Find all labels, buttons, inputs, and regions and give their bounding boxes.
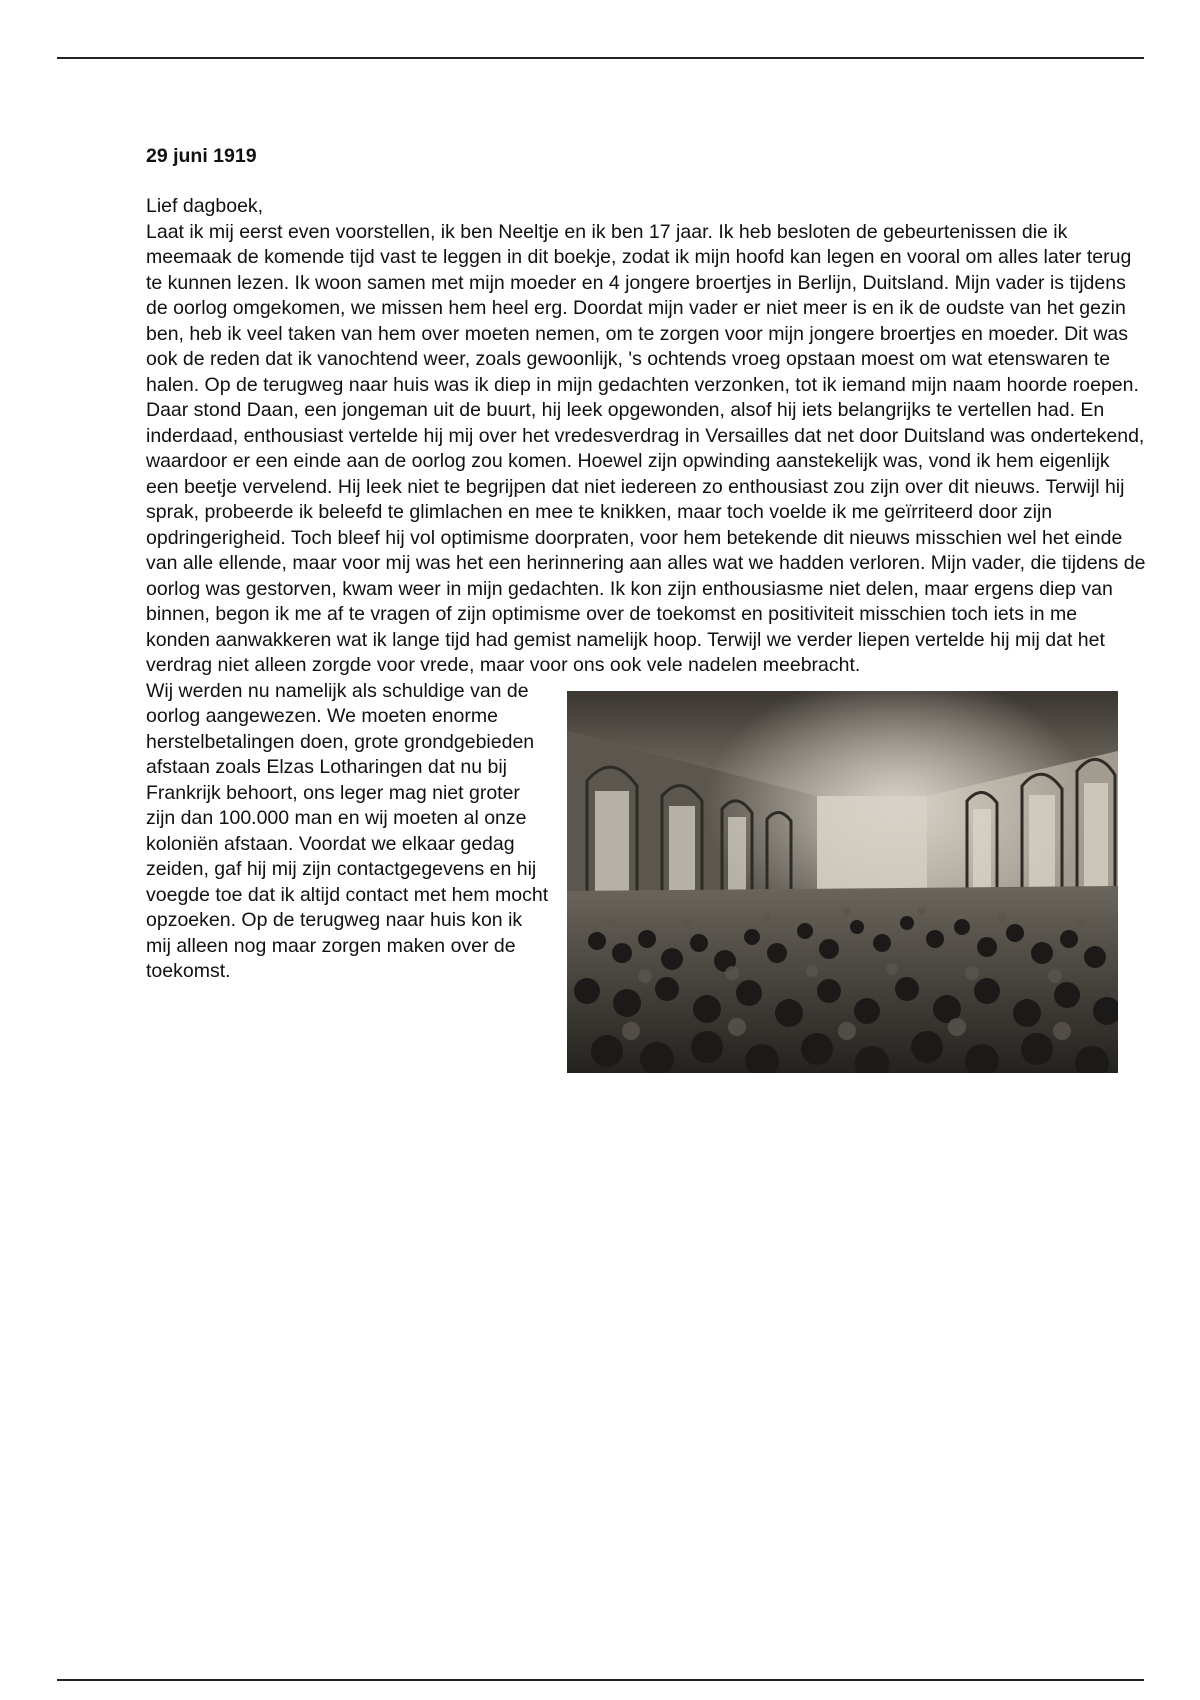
entry-body-continued: Wij werden nu namelijk als schuldige van de oorlog aangewezen. We moeten enorme herstelbetalingen doen, grote grondgebieden afstaan zoals Elzas Lotharingen dat nu bij Frankrijk behoort, ons leger mag niet groter zijn dan 100.000 man en wij moeten al onze koloniën afstaan. Voordat we elkaar gedag zeiden, gaf hij mij zijn contactgegevens en hij voegde toe dat ik altijd contact met hem mocht opzoeken. Op de terugweg naar huis kon ik mij alleen nog maar zorgen maken over de toekomst.: [146, 679, 549, 982]
entry-date: 29 juni 1919: [146, 145, 257, 167]
entry-body: Laat ik mij eerst even voorstellen, ik ben Neeltje en ik ben 17 jaar. Ik heb besloten de gebeurtenissen die ik meemaak de komende tijd vast te leggen in dit boekje, zodat ik mijn hoofd kan legen en vooral om alles later terug te kunnen lezen. Ik woon samen met mijn moeder en 4 jongere broertjes in Berlijn, Duitsland. Mijn vader is tijdens de oorlog omgekomen, we missen hem heel erg. Doordat mijn vader er niet meer is en ik de oudste van het gezin ben, heb ik veel taken van hem over moeten nemen, om te zorgen voor mijn jongere broertjes en moeder. Dit was ook de reden dat ik vanochtend weer, zoals gewoonlijk, 's ochtends vroeg opstaan moest om wat etenswaren te halen. Op de terugweg naar huis was ik diep in mijn gedachten verzonken, tot ik iemand mijn naam hoorde roepen. Daar stond Daan, een jongeman uit de buurt, hij leek opgewonden, alsof hij iets belangrijks te vertellen had. En inderdaad, enthousiast vertelde hij mij over het vredesverdrag in Versailles dat net door Duitsland was ondertekend, waardoor er een einde aan de oorlog zou komen. Hoewel zijn opwinding aanstekelijk was, vond ik hem eigenlijk een beetje vervelend. Hij leek niet te begrijpen dat niet iedereen zo enthousiast zou zijn over dit nieuws. Terwijl hij sprak, probeerde ik beleefd te glimlachen en mee te knikken, maar toch voelde ik me geïrriteerd door zijn opdringerigheid. Toch bleef hij vol optimisme doorpraten, voor hem betekende dit nieuws misschien wel het einde van alle ellende, maar voor mij was het een herinnering aan alles wat we hadden verloren. Mijn vader, die tijdens de oorlog was gestorven, kwam weer in mijn gedachten. Ik kon zijn enthousiasme niet delen, maar ergens diep van binnen, begon ik me af te vragen of zijn optimisme over de toekomst en positiviteit misschien toch iets in me konden aanwakkeren wat ik lange tijd had gemist namelijk hoop. Terwijl we verder liepen vertelde hij mij dat het verdrag niet alleen zorgde voor vrede, maar voor ons ook vele nadelen meebracht.: [146, 220, 1146, 676]
salutation: Lief dagboek,: [146, 195, 264, 217]
bottom-rule: [57, 1679, 1144, 1681]
photo-illustration: [567, 691, 1118, 1073]
text-with-photo: [146, 679, 1146, 985]
diary-entry: [146, 144, 1146, 985]
top-rule: [57, 57, 1144, 59]
hall-of-mirrors-photo: [567, 691, 1118, 1073]
